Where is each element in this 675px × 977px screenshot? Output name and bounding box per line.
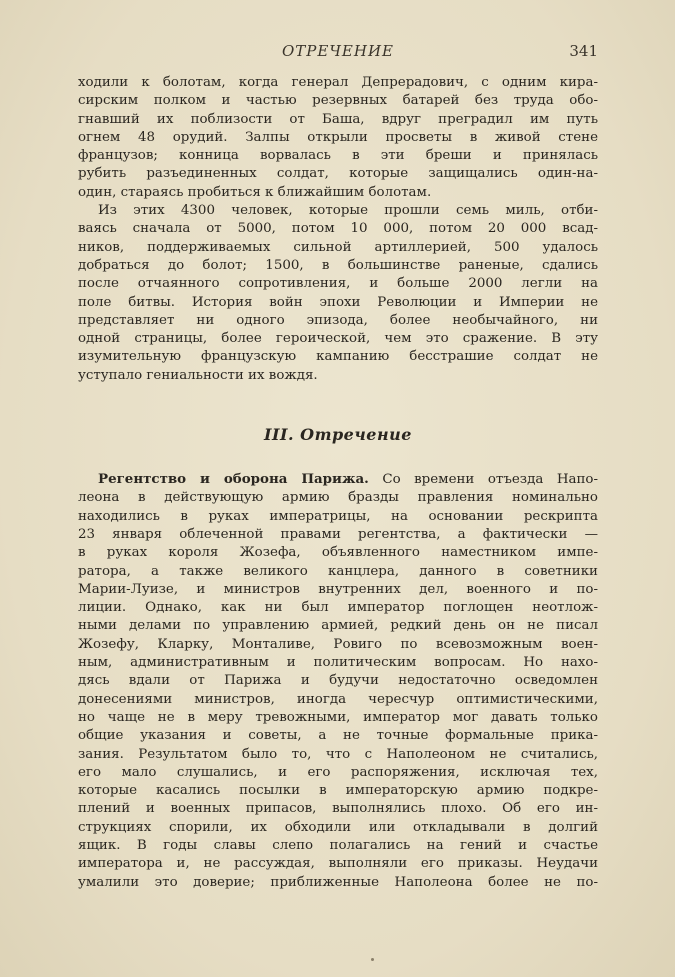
text-line: изумительную французскую кампанию бесстрашие солдат не [78, 349, 598, 365]
text-line [78, 470, 598, 489]
text-line: Жозефу, Кларку, Монталиве, Ровиго по всевозможным воен- [78, 636, 598, 652]
text-line: донесениями министров, иногда чересчур оптимистическими, [78, 691, 598, 707]
text-line: общие указания и советы, а не точные формальные прика- [78, 728, 598, 744]
text-line: ваясь сначала от 5000, потом 10 000, потом 20 000 всад- [78, 221, 598, 237]
text-line: ходили к болотам, когда генерал Депрерадович, с одним кира- [78, 75, 598, 90]
text-line: зания. Результатом было то, что с Наполеоном не считались, [78, 746, 598, 762]
text-line: но чаще не в меру тревожными, император мог давать только [78, 709, 598, 725]
text-line: ными делами по управлению армией, редкий день он не писал [78, 618, 598, 634]
paragraph-regency [78, 470, 598, 892]
text-line: один, стараясь пробиться к ближайшим болотам. [78, 184, 432, 200]
text-line: ным, административным и политическим вопросам. Но нахо- [78, 655, 598, 671]
text-line: сирским полком и частью резервных батарей без труда обо- [78, 93, 598, 109]
text-line: дясь вдали от Парижа и будучи недостаточно осведомлен [78, 673, 598, 689]
page-body [78, 74, 598, 892]
page-header [78, 42, 598, 62]
section-title: III. Отречение [264, 425, 412, 445]
text-line: струкциях спорили, их обходили или откладывали в долгий [78, 819, 598, 835]
text-line: ратора, а также великого канцлера, данного в советники [78, 563, 598, 579]
page-number: 341 [569, 42, 598, 60]
text-line: лиции. Однако, как ни был император поглощен неотлож- [78, 600, 598, 616]
text-line: его мало слушались, и его распоряжения, исключая тех, [78, 764, 598, 780]
text-line: плений и военных припасов, выполнялись плохо. Об его ин- [78, 801, 598, 817]
text-line: находились в руках императрицы, на основании рескрипта [78, 508, 598, 524]
text-line: уступало гениальности их вождя. [78, 367, 318, 383]
text-line: добраться до болот; 1500, в большинстве раненые, сдались [78, 257, 598, 273]
text-line: представляет ни одного эпизода, более необычайного, ни [78, 312, 598, 328]
running-head: ОТРЕЧЕНИЕ [281, 42, 394, 60]
text-line: Из этих 4300 человек, которые прошли семь миль, отби- [98, 203, 598, 219]
text-line: французов; конница ворвалась в эти бреши и принялась [78, 148, 598, 164]
paragraph-continued [78, 74, 598, 202]
text-line: одной страницы, более героической, чем это сражение. В эту [78, 331, 598, 347]
text-line: которые касались посылки в императорскую армию подкре- [78, 783, 598, 799]
text-line: рубить разъединенных солдат, которые защищались один-на- [78, 166, 598, 182]
paragraph-casualties [78, 202, 598, 385]
text-line: императора и, не рассуждая, выполняли его приказы. Неудачи [78, 856, 598, 872]
paper-speck [371, 958, 374, 961]
text-fragment: Со времени отъезда Напо- [368, 472, 598, 488]
run-in-heading: Регентство и оборона Парижа. [98, 471, 369, 488]
text-line: умалили это доверие; приближенные Наполеона более не по- [78, 874, 598, 890]
text-line: ников, поддерживаемых сильной артиллерией, 500 удалось [78, 239, 598, 255]
text-line: после отчаянного сопротивления, и больше 2000 легли на [78, 276, 598, 292]
text-line: огнем 48 орудий. Залпы открыли просветы в живой стене [78, 129, 598, 145]
text-line: гнавший их поблизости от Баша, вдруг преградил им путь [78, 111, 598, 127]
text-line: леона в действующую армию бразды правления номинально [78, 490, 598, 506]
text-line: ящик. В годы славы слепо полагались на гений и счастье [78, 837, 598, 853]
text-line: в руках короля Жозефа, объявленного наместником импе- [78, 545, 598, 561]
text-line: Марии-Луизе, и министров внутренних дел, военного и по- [78, 581, 598, 597]
text-line: 23 января облеченной правами регентства, а фактически — [78, 526, 598, 542]
text-line: поле битвы. История войн эпохи Революции и Империи не [78, 294, 598, 310]
